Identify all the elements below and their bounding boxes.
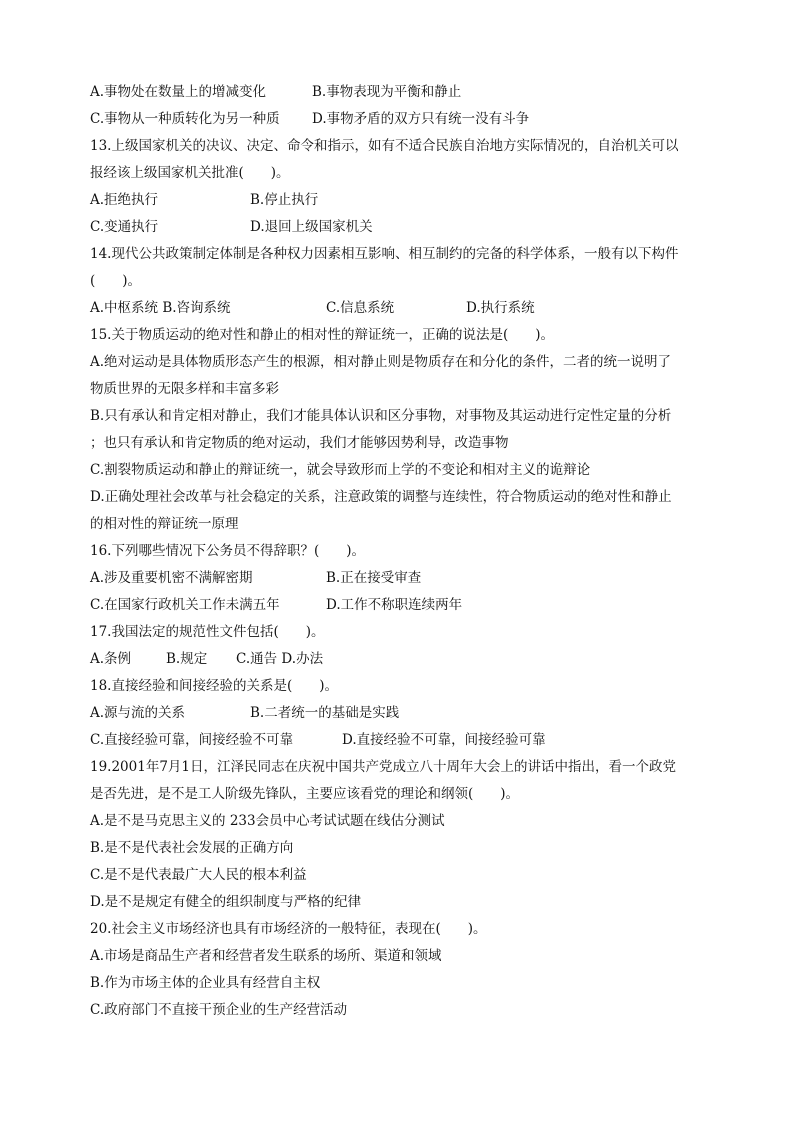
line-text: 16.下列哪些情况下公务员不得辞职？( )。 xyxy=(90,543,366,559)
option-text: A.源与流的关系 xyxy=(90,705,186,721)
option-text: B.规定 xyxy=(166,651,208,667)
option-text: C.直接经验可靠，间接经验不可靠 xyxy=(90,732,294,748)
line-text: 14.现代公共政策制定体制是各种权力因素相互影响、相互制约的完备的科学体系，一般有以下构件 xyxy=(90,246,679,262)
option-text: B.二者统一的基础是实践 xyxy=(250,705,400,721)
line-text: 20.社会主义市场经济也具有市场经济的一般特征，表现在( )。 xyxy=(90,921,487,937)
line-text: C.割裂物质运动和静止的辩证统一，就会导致形而上学的不变论和相对主义的诡辩论 xyxy=(90,462,591,478)
option-text: C.信息系统 xyxy=(326,300,395,316)
option-text: D.直接经验不可靠，间接经验可靠 xyxy=(342,732,546,748)
option-text: B.事物表现为平衡和静止 xyxy=(312,84,462,100)
line-text: 13.上级国家机关的决议、决定、命令和指示，如有不适合民族自治地方实际情况的，自治机关可以 xyxy=(90,138,679,154)
option-text: A.拒绝执行 xyxy=(90,192,159,208)
line-text: C.是不是代表最广大人民的根本利益 xyxy=(90,867,307,883)
option-text: C.通告 D.办法 xyxy=(236,651,324,667)
line-text: D.是不是规定有健全的组织制度与严格的纪律 xyxy=(90,894,362,910)
line-text: A.绝对运动是具体物质形态产生的根源，相对静止则是物质存在和分化的条件，二者的统一说明了 xyxy=(90,354,672,370)
line-text: 17.我国法定的规范性文件包括( )。 xyxy=(90,624,325,640)
line-text: 18.直接经验和间接经验的关系是( )。 xyxy=(90,678,339,694)
option-text: C.变通执行 xyxy=(90,219,159,235)
option-text: A.事物处在数量上的增减变化 xyxy=(90,84,267,100)
line-text: ；也只有承认和肯定物质的绝对运动，我们才能够因势利导，改造事物 xyxy=(90,435,509,451)
option-text: B.正在接受审查 xyxy=(326,570,422,586)
line-text: 15.关于物质运动的绝对性和静止的相对性的辩证统一，正确的说法是( )。 xyxy=(90,327,555,343)
line-text: D.正确处理社会改革与社会稳定的关系，注意政策的调整与连续性，符合物质运动的绝对性和静止 xyxy=(90,489,672,505)
line-text: C.政府部门不直接干预企业的生产经营活动 xyxy=(90,1002,348,1018)
line-text: B.只有承认和肯定相对静止，我们才能具体认识和区分事物，对事物及其运动进行定性定量的分析 xyxy=(90,408,672,424)
option-text: C.事物从一种质转化为另一种质 xyxy=(90,111,280,127)
option-text: C.在国家行政机关工作未满五年 xyxy=(90,597,280,613)
line-text: ( )。 xyxy=(90,273,142,289)
option-text: B.停止执行 xyxy=(250,192,319,208)
line-text: A.市场是商品生产者和经营者发生联系的场所、渠道和领域 xyxy=(90,948,442,964)
line-text: 物质世界的无限多样和丰富多彩 xyxy=(90,381,279,397)
line-text: B.作为市场主体的企业具有经营自主权 xyxy=(90,975,321,991)
line-text: B.是不是代表社会发展的正确方向 xyxy=(90,840,294,856)
option-text: D.退回上级国家机关 xyxy=(250,219,373,235)
line-text: A.是不是马克思主义的 233会员中心考试试题在线估分测试 xyxy=(90,813,445,829)
option-text: D.事物矛盾的双方只有统一没有斗争 xyxy=(312,111,530,127)
line-text: 19.2001年7月1日，江泽民同志在庆祝中国共产党成立八十周年大会上的讲话中指出，看一个政党 xyxy=(90,759,677,775)
line-text: 的相对性的辩证统一原理 xyxy=(90,516,239,532)
option-text: D.工作不称职连续两年 xyxy=(326,597,463,613)
option-text: A.条例 xyxy=(90,651,132,667)
line-text: 是否先进，是不是工人阶级先锋队，主要应该看党的理论和纲领( )。 xyxy=(90,786,520,802)
line-text: 报经该上级国家机关批准( )。 xyxy=(90,165,290,181)
option-text: A.涉及重要机密不满解密期 xyxy=(90,570,253,586)
option-text: A.中枢系统 B.咨询系统 xyxy=(90,300,231,316)
option-text: D.执行系统 xyxy=(466,300,535,316)
